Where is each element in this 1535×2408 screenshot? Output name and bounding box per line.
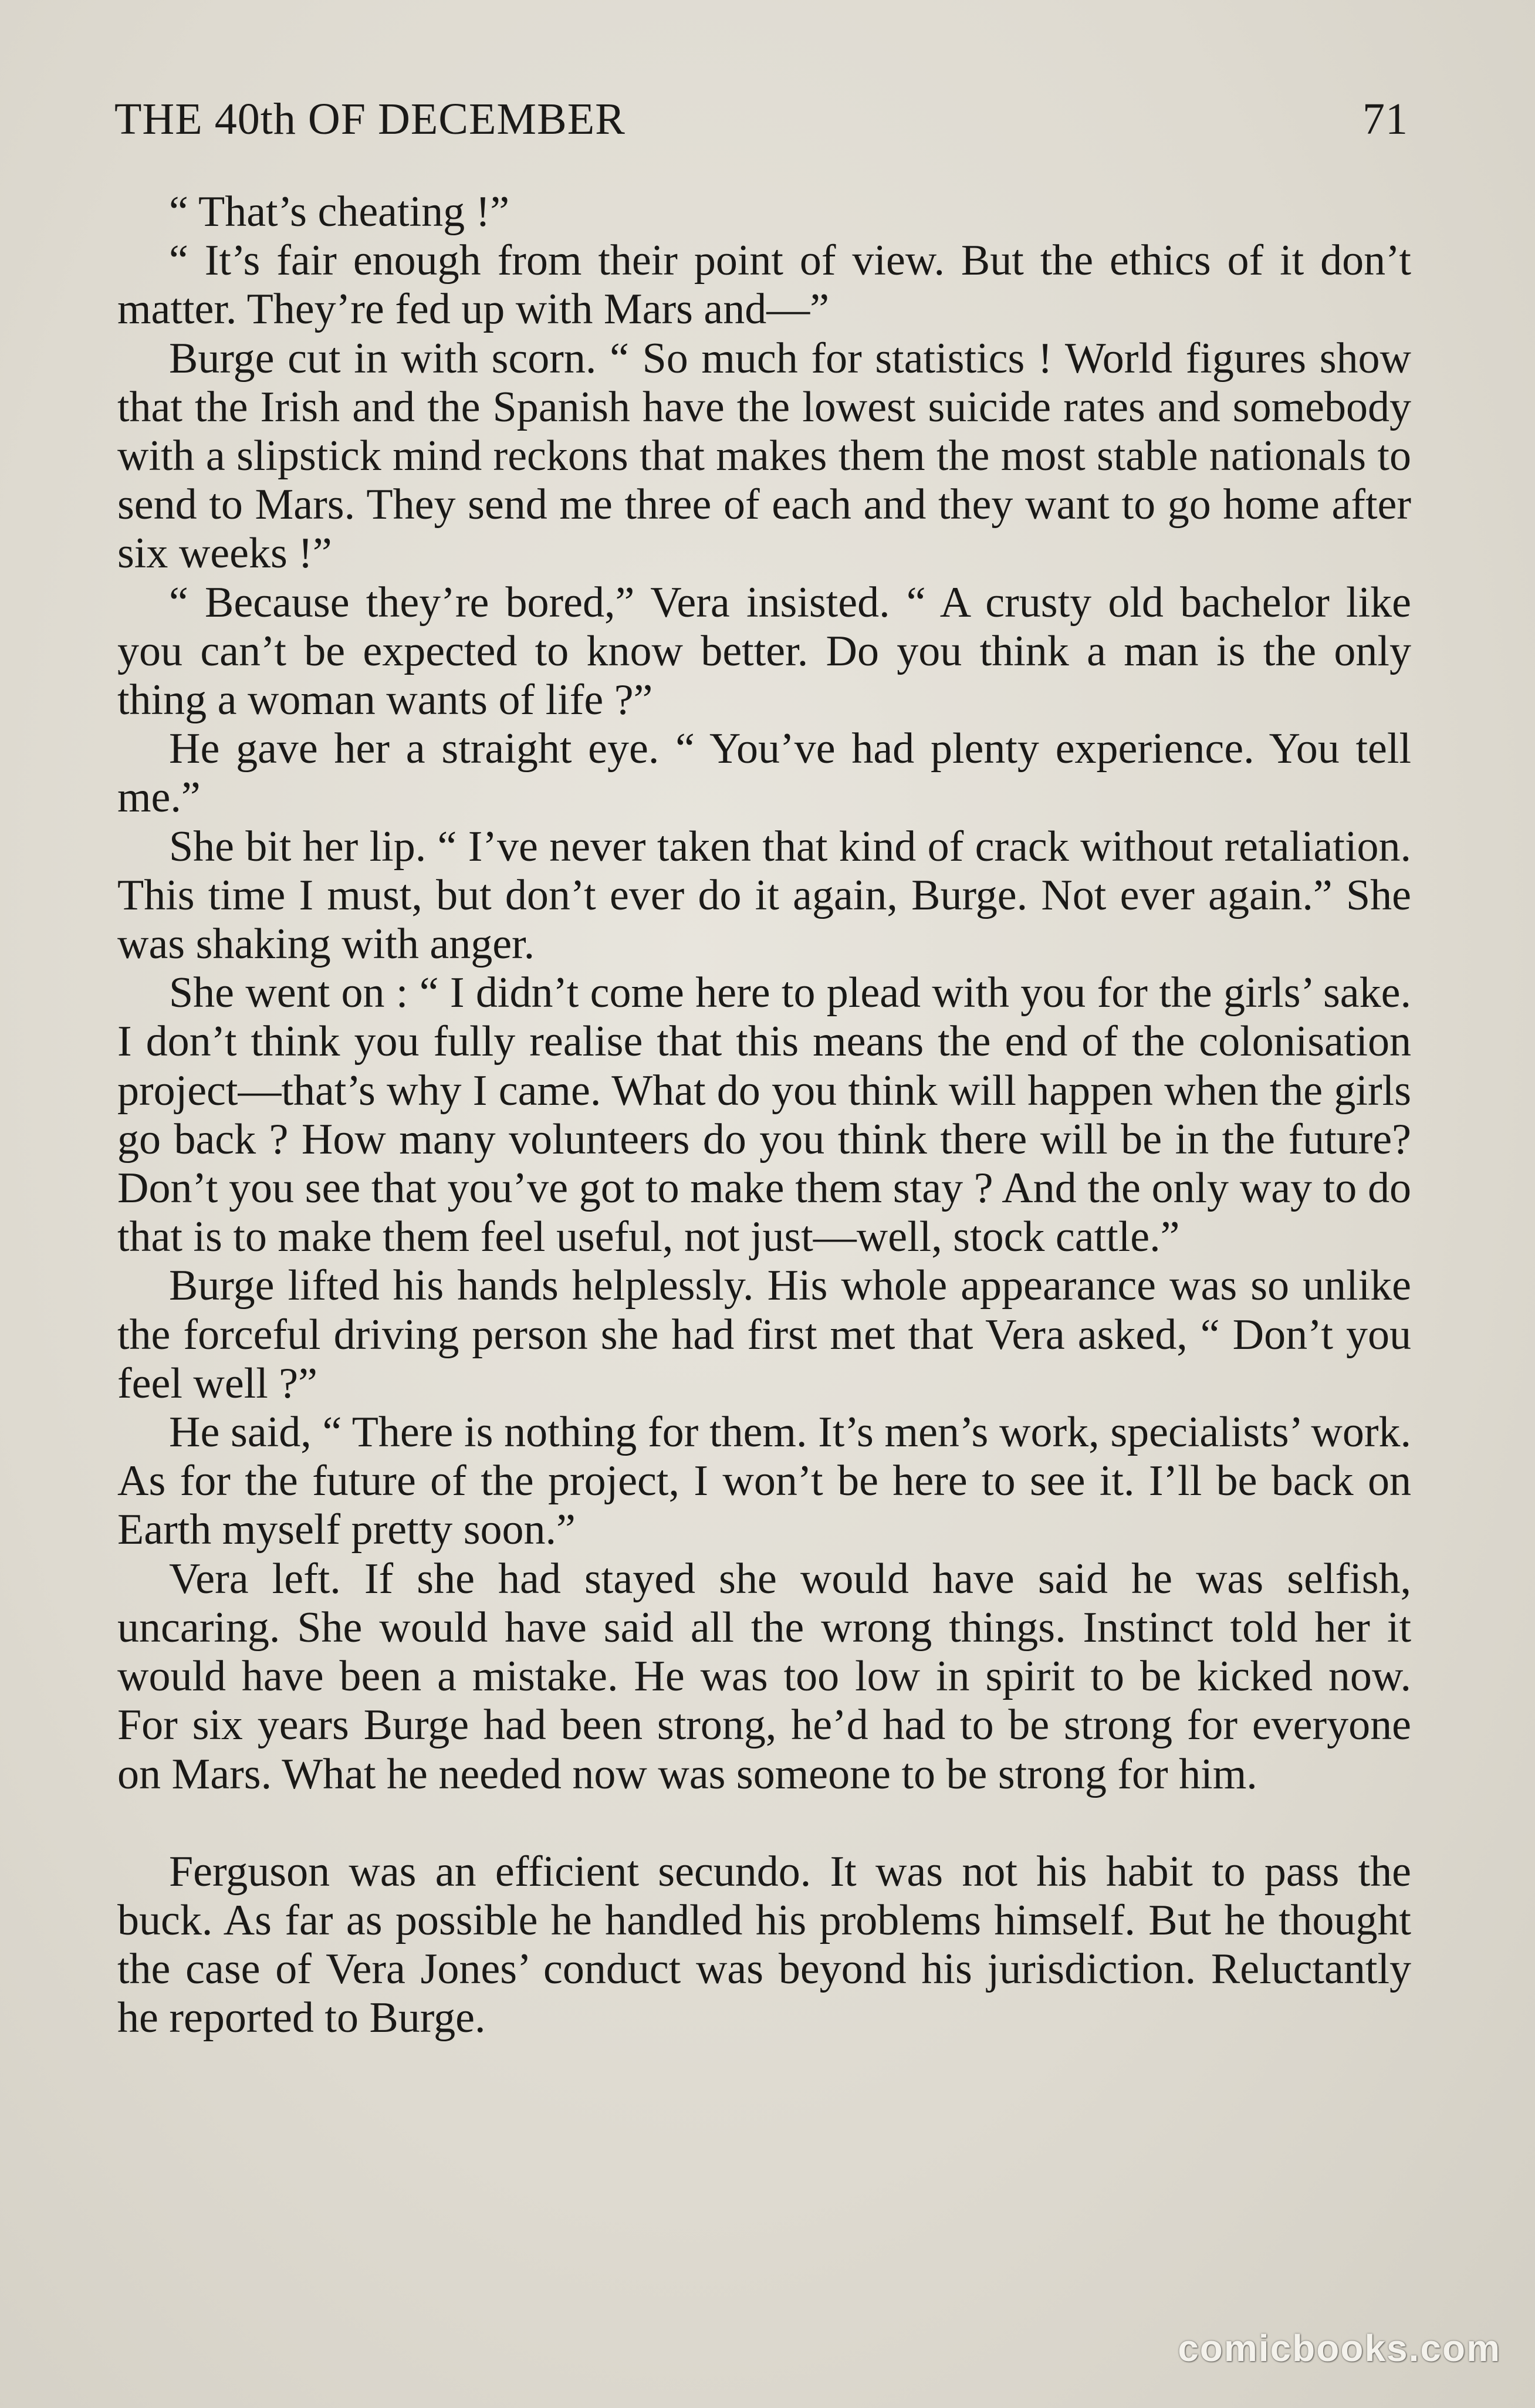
paragraph: She bit her lip. “ I’ve never taken that kind of crack without retaliation. This time I must, but don’t ever do it again, Burge. Not ever again.” She was shaking with anger. <box>117 822 1411 969</box>
page-number: 71 <box>1362 94 1408 144</box>
paragraph: He said, “ There is nothing for them. It’s men’s work, specialists’ work. As for the future of the project, I won’t be here to see it. I’ll be back on Earth myself pretty soon.” <box>117 1408 1411 1554</box>
paragraph: She went on : “ I didn’t come here to plead with you for the girls’ sake. I don’t think you fully realise that this means the end of the colonisation project—that’s why I came. What do you think will happen when the girls go back ? How many volunteers do you think there will be in the future? Don’t you see that you’ve got to make them stay ? And the only way to do that is to make them feel useful, not just—well, stock cattle.” <box>117 969 1411 1262</box>
paragraph: Burge lifted his hands helplessly. His whole appearance was so unlike the forceful driving person she had first met that Vera asked, “ Don’t you feel well ?” <box>117 1262 1411 1408</box>
paragraph: “ Because they’re bored,” Vera insisted. “ A crusty old bachelor like you can’t be expected to know better. Do you think a man is the only thing a woman wants of life ?” <box>117 578 1411 725</box>
paragraph: “ That’s cheating !” <box>169 188 510 236</box>
paragraph: Burge cut in with scorn. “ So much for statistics ! World figures show that the Irish and the Spanish have the lowest suicide rates and somebody with a slipstick mind reckons that makes them the most stable nationals to send to Mars. They send me three of each and they want to go home after six weeks !” <box>117 334 1411 578</box>
paragraph: Vera left. If she had stayed she would have said he was selfish, uncaring. She would have said all the wrong things. Instinct told her it would have been a mistake. He was too low in spirit to be kicked now. For six years Burge had been strong, he’d had to be strong for everyone on Mars. What he needed now was someone to be strong for him. <box>117 1554 1411 1798</box>
paragraph: He gave her a straight eye. “ You’ve had plenty experience. You tell me.” <box>117 725 1411 822</box>
body-text <box>117 188 1411 2043</box>
paragraph: Ferguson was an efficient secundo. It was not his habit to pass the buck. As far as possible he handled his problems himself. But he thought the case of Vera Jones’ conduct was beyond his jurisdiction. Reluctantly he reported to Burge. <box>117 1847 1411 2042</box>
watermark: comicbooks.com <box>1178 2327 1501 2369</box>
running-title: THE 40th OF DECEMBER <box>114 94 626 144</box>
page-header <box>114 94 1408 153</box>
paragraph: “ It’s fair enough from their point of view. But the ethics of it don’t matter. They’re fed up with Mars and—” <box>117 236 1411 334</box>
